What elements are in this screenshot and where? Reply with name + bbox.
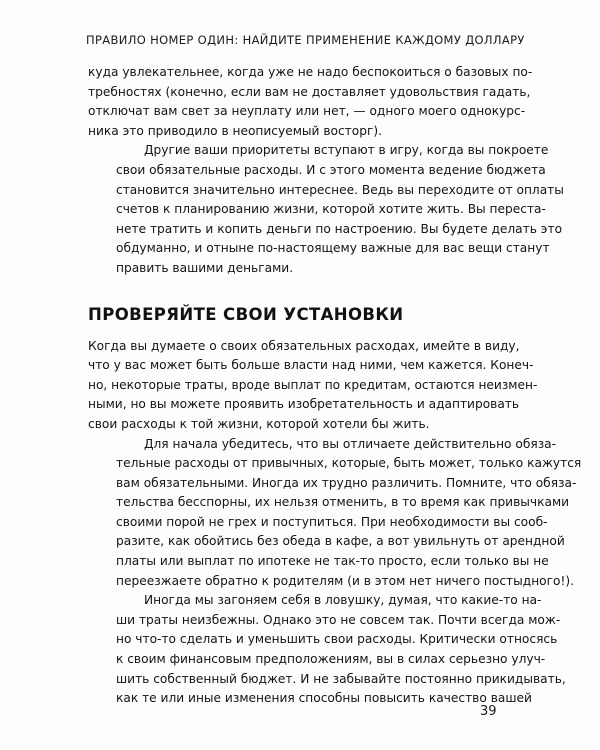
text-line: разите, как обойтись без обеда в кафе, а вот увильнуть от арендной	[116, 534, 565, 549]
page-number: 39	[480, 704, 497, 719]
text-line: обдуманно, и отныне по-настоящему важные для вас вещи станут	[116, 241, 550, 256]
text-line: править вашими деньгами.	[116, 260, 294, 275]
text-line: что у вас может быть больше власти над ними, чем кажется. Конеч-	[88, 358, 534, 373]
text-line: куда увлекательнее, когда уже не надо беспокоиться о базовых по-	[88, 65, 533, 79]
paragraph	[88, 591, 566, 709]
text-line: свои обязательные расходы. И с этого момента ведение бюджета	[116, 162, 546, 177]
text-line: шить собственный бюджет. И не забывайте постоянно прикидывать,	[116, 671, 566, 686]
text-line: отключат вам свет за неуплату или нет, — одного моего однокурс-	[88, 104, 526, 119]
text-line: становится значительно интереснее. Ведь вы переходите от оплаты	[116, 182, 564, 197]
page-body	[88, 63, 582, 709]
paragraph	[88, 63, 533, 141]
text-line: Для начала убедитесь, что вы отличаете действительно обяза-	[144, 436, 557, 451]
paragraph	[88, 435, 582, 592]
top-paragraphs	[88, 63, 564, 279]
running-head: ПРАВИЛО НОМЕР ОДИН: НАЙДИТЕ ПРИМЕНЕНИЕ КАЖДОМУ ДОЛЛАРУ	[86, 33, 525, 47]
text-line: нете тратить и копить деньги по настроению. Вы будете делать это	[116, 221, 563, 236]
text-line: тельные расходы от привычных, которые, быть может, только кажутся	[116, 456, 582, 471]
text-line: к своим финансовым предположениям, вы в силах серьезно улуч-	[116, 652, 546, 667]
text-line: свои расходы к той жизни, которой хотели бы жить.	[88, 416, 430, 431]
text-line: переезжаете обратно к родителям (и в этом нет ничего постыдного!).	[116, 573, 574, 588]
text-line: ши траты неизбежны. Однако это не совсем так. Почти всегда мож-	[116, 612, 561, 627]
text-line: тельства бесспорны, их нельзя отменить, в то время как привычками	[116, 495, 570, 510]
text-line: Иногда мы загоняем себя в ловушку, думая, что какие-то на-	[144, 593, 542, 608]
text-line: платы или выплат по ипотеке не так-то просто, если только вы не	[116, 554, 549, 569]
section-heading: ПРОВЕРЯЙТЕ СВОИ УСТАНОВКИ	[88, 304, 404, 324]
text-line: ными, но вы можете проявить изобретательность и адаптировать	[88, 397, 520, 412]
text-line: счетов к планированию жизни, которой хотите жить. Вы переста-	[116, 202, 546, 217]
text-line: Когда вы думаете о своих обязательных расходах, имейте в виду,	[88, 338, 520, 353]
text-line: вам обязательными. Иногда их трудно различить. Помните, что обяза-	[116, 475, 577, 490]
text-line: ника это приводило в неописуемый восторг).	[88, 123, 382, 138]
paragraph	[88, 337, 538, 435]
text-line: но, некоторые траты, вроде выплат по кредитам, остаются неизмен-	[88, 377, 538, 392]
paragraph	[88, 141, 564, 278]
text-line: своими порой не грех и поступиться. При необходимости вы сооб-	[116, 514, 548, 529]
bottom-paragraphs	[88, 337, 582, 709]
text-line: но что-то сделать и уменьшить свои расходы. Критически относясь	[116, 632, 558, 647]
text-line: Другие ваши приоритеты вступают в игру, когда вы покроете	[144, 143, 549, 158]
text-line: требностях (конечно, если вам не доставляет удовольствия гадать,	[88, 84, 531, 99]
text-line: как те или иные изменения способны повысить качество вашей	[116, 691, 532, 706]
